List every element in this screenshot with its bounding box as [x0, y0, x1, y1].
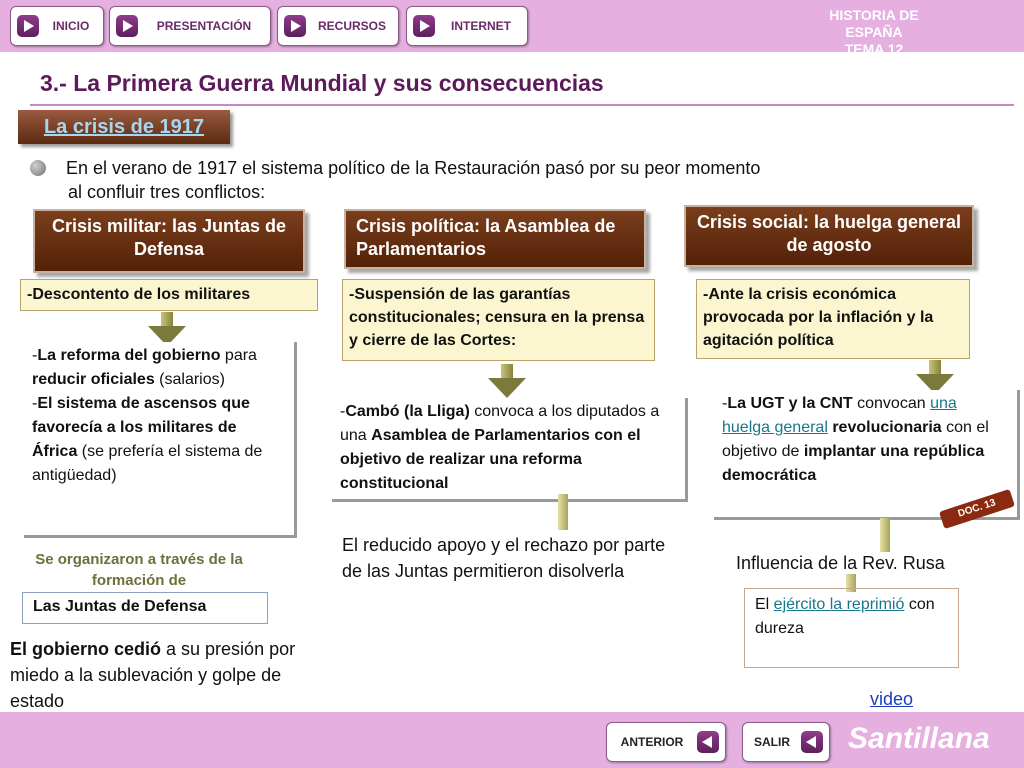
- doc-badge[interactable]: DOC. 13: [939, 489, 1015, 529]
- social-crisis-header: Crisis social: la huelga general de agosto: [684, 205, 974, 267]
- nav-inicio-button[interactable]: [10, 6, 104, 46]
- play-icon: [116, 15, 138, 37]
- down-arrow-icon: [488, 364, 526, 398]
- huelga-general-link[interactable]: una huelga general: [722, 395, 957, 436]
- previous-button[interactable]: [606, 722, 726, 762]
- exit-button[interactable]: [742, 722, 830, 762]
- intro-line-2: al confluir tres conflictos:: [68, 182, 266, 202]
- military-cause-box: -Descontento de los militares: [20, 279, 318, 311]
- play-icon: [17, 15, 39, 37]
- political-result: El reducido apoyo y el rechazo por parte de las Juntas permitieron disolverla: [342, 535, 666, 581]
- back-arrow-icon: [801, 731, 823, 753]
- political-crisis-header: Crisis política: la Asamblea de Parlamentarios: [344, 209, 646, 269]
- social-detail-box: -La UGT y la CNT convocan una huelga general revolucionaria con el objetivo de implantar una república democrática: [714, 390, 1020, 520]
- section-title-link[interactable]: La crisis de 1917: [43, 116, 205, 138]
- military-result: El gobierno cedió a su presión por miedo a la sublevación y golpe de estado: [10, 639, 296, 711]
- section-title[interactable]: [18, 110, 230, 144]
- political-detail-box: -Cambó (la Lliga) convoca a los diputados a una Asamblea de Parlamentarios con el objetivo de realizar una reforma constitucional: [332, 398, 688, 502]
- course-label: [804, 7, 944, 58]
- connector-line: [558, 494, 568, 530]
- play-icon: [284, 15, 306, 37]
- social-influence: Influencia de la Rev. Rusa: [736, 553, 945, 573]
- connector-line: [880, 518, 890, 552]
- nav-inicio-label: INICIO: [52, 19, 90, 33]
- military-detail-1: -La reforma del gobierno para reducir oficiales (salarios): [32, 347, 257, 388]
- social-result-box: El ejército la reprimió con dureza: [744, 588, 959, 668]
- nav-recursos-button[interactable]: [277, 6, 399, 46]
- social-cause-box: -Ante la crisis económica provocada por la inflación y la agitación política: [696, 279, 970, 359]
- exit-label: SALIR: [754, 735, 790, 749]
- military-detail-box: [24, 342, 297, 538]
- nav-internet-label: INTERNET: [451, 19, 511, 33]
- nav-presentacion-label: PRESENTACIÓN: [156, 19, 252, 33]
- intro-line-1: En el verano de 1917 el sistema político de la Restauración pasó por su peor momento: [66, 158, 761, 178]
- down-arrow-icon: [148, 312, 186, 346]
- publisher-logo: Santillana: [848, 722, 990, 755]
- military-crisis-header: Crisis militar: las Juntas de Defensa: [33, 209, 305, 273]
- video-link[interactable]: video: [870, 689, 914, 709]
- military-note: Se organizaron a través de la formación de: [35, 551, 243, 589]
- nav-presentacion-button[interactable]: [109, 6, 271, 46]
- bullet-icon: [30, 160, 46, 176]
- political-cause-box: -Suspensión de las garantías constitucionales; censura en la prensa y cierre de las Cortes:: [342, 279, 655, 361]
- previous-label: ANTERIOR: [620, 735, 684, 749]
- nav-recursos-label: RECURSOS: [317, 19, 386, 33]
- course-unit: TEMA 12: [844, 41, 904, 57]
- page-title: 3.- La Primera Guerra Mundial y sus consecuencias: [40, 70, 604, 96]
- military-detail-2: -El sistema de ascensos que favorecía a los militares de África (se prefería el sistema de antigüedad): [32, 395, 263, 484]
- juntas-box: Las Juntas de Defensa: [22, 592, 268, 624]
- ejercito-link[interactable]: ejército la reprimió: [773, 596, 905, 613]
- play-icon: [413, 15, 435, 37]
- course-subject: HISTORIA DE ESPAÑA: [829, 7, 919, 40]
- nav-internet-button[interactable]: [406, 6, 528, 46]
- down-arrow-icon: [916, 360, 954, 394]
- back-arrow-icon: [697, 731, 719, 753]
- title-divider: [30, 104, 1014, 106]
